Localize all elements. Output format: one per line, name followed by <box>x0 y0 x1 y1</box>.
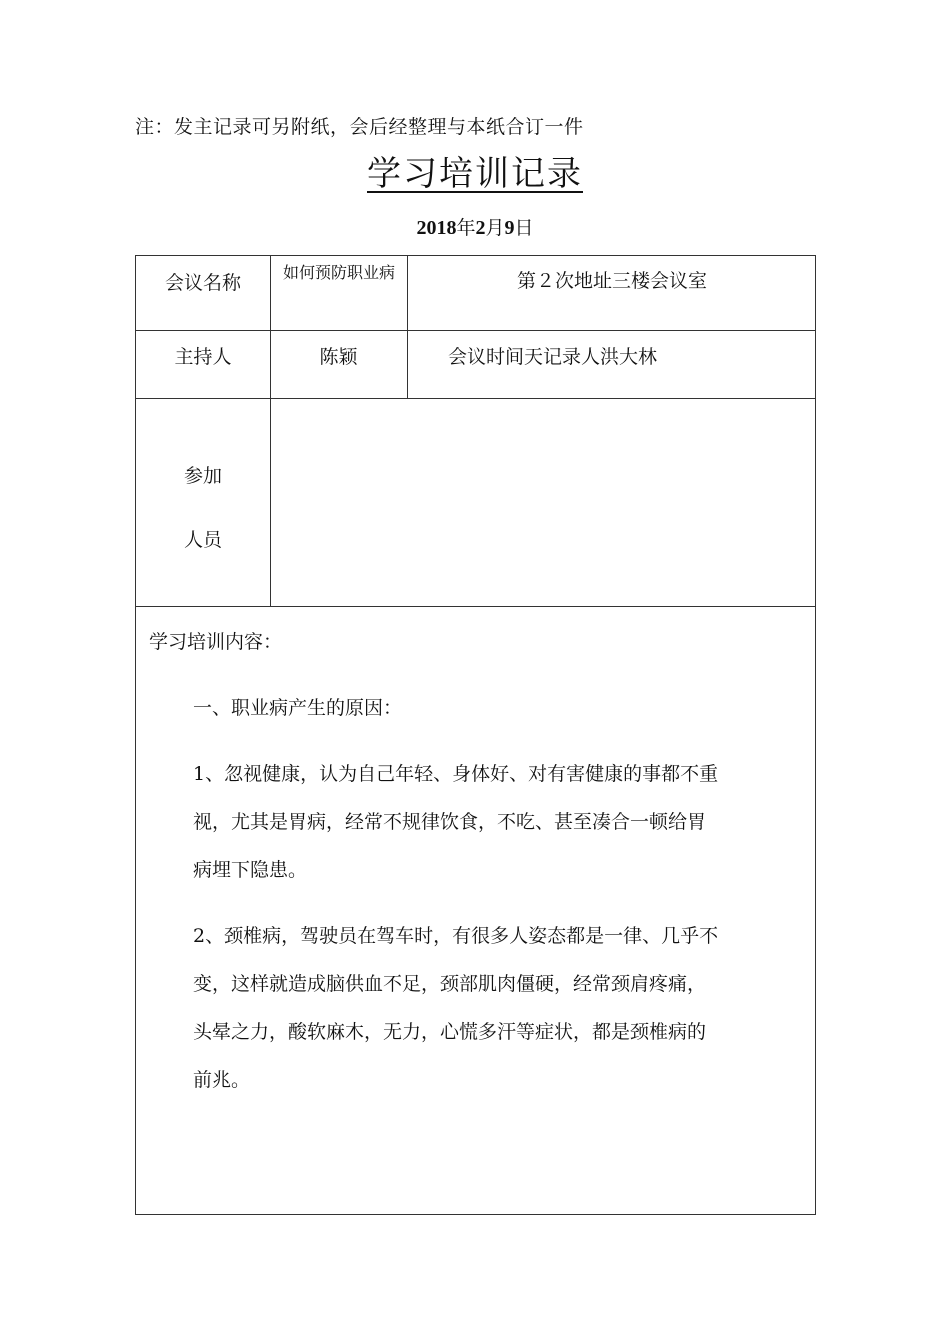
document-title <box>0 146 950 195</box>
document-title-text: 学习培训记录 <box>367 154 583 194</box>
record-table <box>135 255 816 1215</box>
section-title: 一、职业病产生的原因： <box>193 697 403 719</box>
date-month: 2 <box>475 217 486 239</box>
table-divider <box>270 256 271 606</box>
item2-line: 变，这样就造成脑供血不足，颈部肌肉僵硬，经常颈肩疼痛， <box>193 973 707 995</box>
record-date <box>0 213 950 240</box>
date-month-unit: 月 <box>485 217 505 239</box>
date-day-unit: 日 <box>514 217 534 239</box>
meeting-name-label: 会议名称 <box>164 272 241 294</box>
date-year-unit: 年 <box>456 217 476 239</box>
host-value: 陈颖 <box>319 346 358 368</box>
table-divider <box>136 606 815 607</box>
footnote: 注：发主记录可另附纸，会后经整理与本纸合订一件 <box>135 116 584 138</box>
host-label: 主持人 <box>174 346 232 368</box>
table-divider <box>136 398 815 399</box>
item1-line: 病埋下隐患。 <box>193 859 308 881</box>
item1-line: 1、忽视健康，认为自己年轻、身体好、对有害健康的事都不重 <box>193 763 719 785</box>
table-divider <box>136 330 815 331</box>
item2-line: 2、颈椎病，驾驶员在驾车时，有很多人姿态都是一律、几乎不 <box>193 925 719 947</box>
attendees-label-line1: 参加 <box>183 465 222 487</box>
meeting-name-value: 如何预防职业病 <box>282 263 395 282</box>
item1-line: 视，尤其是胃病，经常不规律饮食，不吃、甚至凑合一顿给胃 <box>193 811 707 833</box>
session-address: 第２次地址三楼会议室 <box>516 270 707 292</box>
content-heading: 学习培训内容： <box>149 631 283 653</box>
attendees-label-line2: 人员 <box>183 529 222 551</box>
date-day: 9 <box>504 217 515 239</box>
date-year: 2018 <box>416 217 457 239</box>
item2-line: 前兆。 <box>193 1069 251 1091</box>
meeting-time-recorder: 会议时间天记录人洪大林 <box>448 346 658 368</box>
item2-line: 头晕之力，酸软麻木，无力，心慌多汗等症状，都是颈椎病的 <box>193 1021 707 1043</box>
